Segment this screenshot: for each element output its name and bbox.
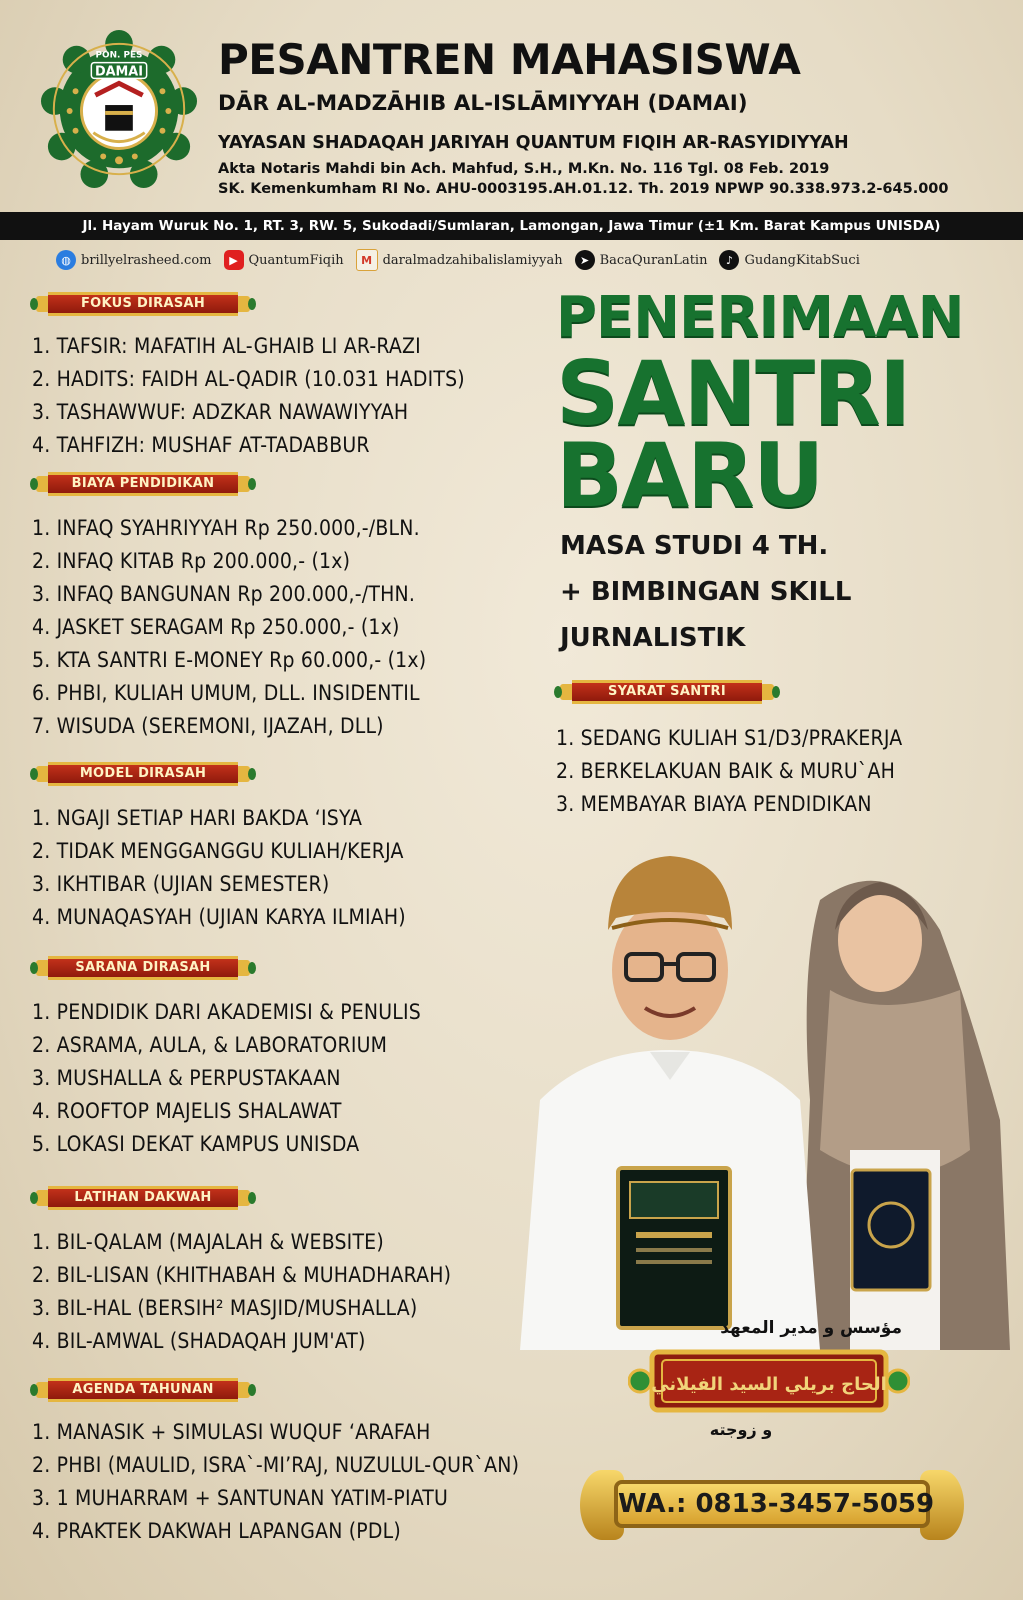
social-telegram[interactable] xyxy=(575,250,708,270)
gmail-icon: M xyxy=(356,249,378,271)
list-item: 3. MUSHALLA & PERPUSTAKAAN xyxy=(32,1066,341,1090)
youtube-icon: ▶ xyxy=(224,250,244,270)
list-item: 2. ASRAMA, AULA, & LABORATORIUM xyxy=(32,1033,388,1057)
social-label: daralmadzahibalislamiyyah xyxy=(382,252,563,268)
headline-baru: BARU xyxy=(556,424,823,527)
list-item: 3. TASHAWWUF: ADZKAR NAWAWIYYAH xyxy=(32,400,409,424)
list-item: 6. PHBI, KULIAH UMUM, DLL. INSIDENTIL xyxy=(32,681,420,705)
headline-penerimaan: PENERIMAAN xyxy=(556,285,964,350)
banner-syarat-santri xyxy=(556,676,778,708)
banner-fokus-dirasah xyxy=(32,288,254,320)
notary-info: Akta Notaris Mahdi bin Ach. Mahfud, S.H., M.Kn. No. 116 Tgl. 08 Feb. 2019 xyxy=(218,161,830,177)
sarana-list xyxy=(32,996,421,1161)
list-item: 3. IKHTIBAR (UJIAN SEMESTER) xyxy=(32,872,330,896)
woman-figure xyxy=(800,881,1010,1350)
list-item: 5. KTA SANTRI E-MONEY Rp 60.000,- (1x) xyxy=(32,648,427,672)
logo-top-text: PON. PES xyxy=(95,50,143,61)
social-label: brillyelrasheed.com xyxy=(81,252,212,268)
social-label: QuantumFiqih xyxy=(248,252,344,268)
tiktok-icon: ♪ xyxy=(719,250,739,270)
list-item: 2. TIDAK MENGGANGGU KULIAH/KERJA xyxy=(32,839,404,863)
social-links xyxy=(56,246,986,274)
foundation-name: YAYASAN SHADAQAH JARIYAH QUANTUM FIQIH AR-RASYIDIYYAH xyxy=(218,133,849,153)
syarat-list xyxy=(556,722,902,821)
list-item: 1. INFAQ SYAHRIYYAH Rp 250.000,-/BLN. xyxy=(32,516,420,540)
banner-model-dirasah xyxy=(32,758,254,790)
list-item: 7. WISUDA (SEREMONI, IJAZAH, DLL) xyxy=(32,714,384,738)
banner-label: LATIHAN DAKWAH xyxy=(74,1190,212,1205)
skill-name: JURNALISTIK xyxy=(560,623,746,653)
social-youtube[interactable] xyxy=(224,250,344,270)
banner-label: SARANA DIRASAH xyxy=(75,960,211,975)
social-label: BacaQuranLatin xyxy=(599,252,708,268)
damai-logo xyxy=(40,30,198,188)
list-item: 3. BIL-HAL (BERSIH² MASJID/MUSHALLA) xyxy=(32,1296,418,1320)
list-item: 4. TAHFIZH: MUSHAF AT-TADABBUR xyxy=(32,433,370,457)
logo-name: DAMAI xyxy=(94,64,144,80)
page-title: PESANTREN MAHASISWA xyxy=(218,35,801,84)
founder-spouse: و زوجته xyxy=(709,1420,773,1439)
skill-program: + BIMBINGAN SKILL xyxy=(560,577,852,607)
list-item: 2. HADITS: FAIDH AL-QADIR (10.031 HADITS) xyxy=(32,367,465,391)
study-period: MASA STUDI 4 TH. xyxy=(560,531,829,561)
list-item: 1. SEDANG KULIAH S1/D3/PRAKERJA xyxy=(556,726,903,750)
institution-name: DĀR AL-MADZĀHIB AL-ISLĀMIYYAH (DAMAI) xyxy=(218,91,748,116)
list-item: 2. INFAQ KITAB Rp 200.000,- (1x) xyxy=(32,549,351,573)
list-item: 4. PRAKTEK DAKWAH LAPANGAN (PDL) xyxy=(32,1519,401,1543)
fokus-list xyxy=(32,330,465,462)
founder-couple-photo xyxy=(500,820,1010,1350)
address-bar: Jl. Hayam Wuruk No. 1, RT. 3, RW. 5, Sukodadi/Sumlaran, Lamongan, Jawa Timur (±1 Km. Barat Kampus UNISDA) xyxy=(0,212,1023,240)
list-item: 3. INFAQ BANGUNAN Rp 200.000,-/THN. xyxy=(32,582,416,606)
list-item: 1. TAFSIR: MAFATIH AL-GHAIB LI AR-RAZI xyxy=(32,334,421,358)
list-item: 1. MANASIK + SIMULASI WUQUF ‘ARAFAH xyxy=(32,1420,431,1444)
banner-biaya-pendidikan xyxy=(32,468,254,500)
banner-label: BIAYA PENDIDIKAN xyxy=(71,476,215,491)
list-item: 3. MEMBAYAR BIAYA PENDIDIKAN xyxy=(556,792,872,816)
social-email[interactable] xyxy=(356,249,563,271)
banner-latihan-dakwah xyxy=(32,1182,254,1214)
list-item: 1. NGAJI SETIAP HARI BAKDA ‘ISYA xyxy=(32,806,363,830)
list-item: 4. BIL-AMWAL (SHADAQAH JUM'AT) xyxy=(32,1329,366,1353)
banner-label: FOKUS DIRASAH xyxy=(80,296,206,311)
social-label: GudangKitabSuci xyxy=(744,252,860,268)
banner-label: SYARAT SANTRI xyxy=(608,684,726,699)
headline-santri: SANTRI xyxy=(556,342,910,445)
biaya-list xyxy=(32,512,426,743)
list-item: 5. LOKASI DEKAT KAMPUS UNISDA xyxy=(32,1132,360,1156)
model-list xyxy=(32,802,406,934)
social-tiktok[interactable] xyxy=(719,250,859,270)
latihan-list xyxy=(32,1226,451,1358)
banner-label: AGENDA TAHUNAN xyxy=(72,1382,214,1397)
banner-sarana-dirasah xyxy=(32,952,254,984)
list-item: 1. BIL-QALAM (MAJALAH & WEBSITE) xyxy=(32,1230,384,1254)
man-figure xyxy=(520,856,820,1350)
list-item: 4. MUNAQASYAH (UJIAN KARYA ILMIAH) xyxy=(32,905,406,929)
founder-nameplate xyxy=(628,1344,910,1418)
banner-label: MODEL DIRASAH xyxy=(79,766,207,781)
founder-role: مؤسس و مدير المعهد xyxy=(720,1318,902,1338)
whatsapp-contact[interactable] xyxy=(580,1462,964,1548)
list-item: 4. ROOFTOP MAJELIS SHALAWAT xyxy=(32,1099,342,1123)
list-item: 2. PHBI (MAULID, ISRA`-MI’RAJ, NUZULUL-QUR`AN) xyxy=(32,1453,520,1477)
telegram-icon: ➤ xyxy=(575,250,595,270)
whatsapp-number[interactable]: WA.: 0813-3457-5059 xyxy=(614,1480,930,1528)
globe-icon: ◍ xyxy=(56,250,76,270)
social-website[interactable] xyxy=(56,250,212,270)
registration-info: SK. Kemenkumham RI No. AHU-0003195.AH.01.12. Th. 2019 NPWP 90.338.973.2-645.000 xyxy=(218,181,949,197)
list-item: 4. JASKET SERAGAM Rp 250.000,- (1x) xyxy=(32,615,400,639)
list-item: 3. 1 MUHARRAM + SANTUNAN YATIM-PIATU xyxy=(32,1486,448,1510)
list-item: 1. PENDIDIK DARI AKADEMISI & PENULIS xyxy=(32,1000,421,1024)
list-item: 2. BIL-LISAN (KHITHABAH & MUHADHARAH) xyxy=(32,1263,452,1287)
agenda-list xyxy=(32,1416,519,1548)
banner-agenda-tahunan xyxy=(32,1374,254,1406)
list-item: 2. BERKELAKUAN BAIK & MURU`AH xyxy=(556,759,896,783)
founder-name: الحاج بريلي السيد الفيلاني xyxy=(651,1374,887,1395)
